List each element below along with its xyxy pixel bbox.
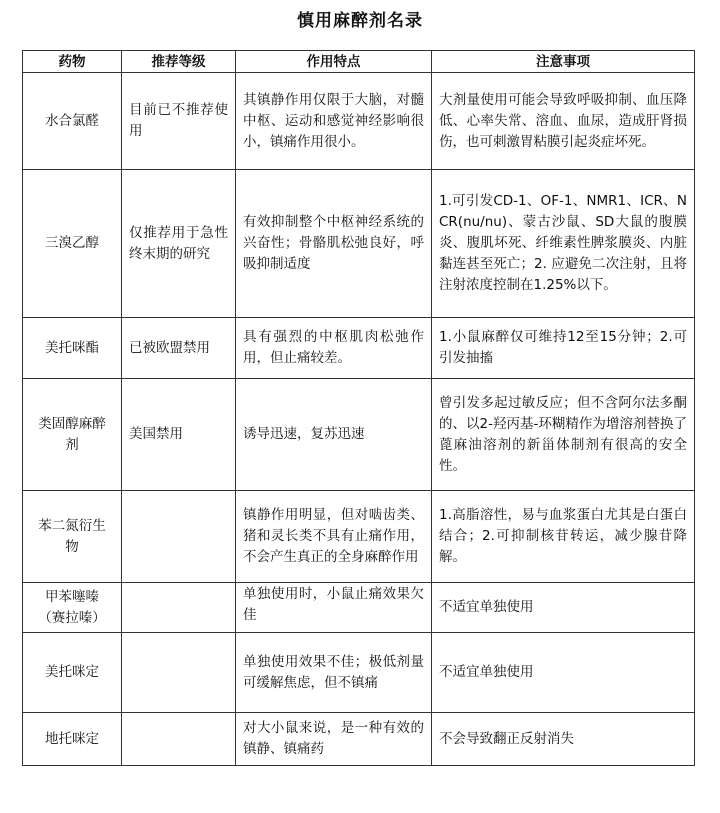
table-row xyxy=(23,713,695,766)
grade-cell xyxy=(122,713,236,766)
drug-name: 苯二氮衍生物 xyxy=(38,517,106,555)
grade-text: 仅推荐用于急性终末期的研究 xyxy=(129,224,228,262)
notes-text: 1.高脂溶性，易与血浆蛋白尤其是白蛋白结合；2.可抑制核苷转运，减少腺苷降解。 xyxy=(439,507,687,565)
grade-text: 美国禁用 xyxy=(129,426,183,442)
notes-cell xyxy=(432,491,695,583)
notes-cell xyxy=(432,170,695,318)
notes-text: 1.小鼠麻醉仅可维持12至15分钟；2.可引发抽搐 xyxy=(439,329,687,366)
notes-cell xyxy=(432,713,695,766)
grade-cell xyxy=(122,170,236,318)
drug-cell xyxy=(23,491,122,583)
features-cell xyxy=(236,318,432,379)
notes-cell xyxy=(432,633,695,713)
features-text: 具有强烈的中枢肌肉松弛作用，但止痛较差。 xyxy=(243,329,424,366)
drug-cell xyxy=(23,318,122,379)
drug-name: 地托咪定 xyxy=(45,730,99,747)
table-row xyxy=(23,633,695,713)
features-text: 单独使用效果不佳；极低剂量可缓解焦虑，但不镇痛 xyxy=(243,653,424,691)
grade-cell xyxy=(122,318,236,379)
grade-cell xyxy=(122,633,236,713)
features-text: 单独使用时，小鼠止痛效果欠佳 xyxy=(243,586,424,623)
features-text: 对大小鼠来说，是一种有效的镇静、镇痛药 xyxy=(243,720,424,757)
header-drug: 药物 xyxy=(23,51,122,73)
grade-cell xyxy=(122,491,236,583)
features-cell xyxy=(236,713,432,766)
features-text: 其镇静作用仅限于大脑，对髓中枢、运动和感觉神经影响很小，镇痛作用很小。 xyxy=(243,91,424,150)
drug-name: 水合氯醛 xyxy=(45,112,99,129)
table-row xyxy=(23,491,695,583)
table-row xyxy=(23,379,695,491)
grade-text: 目前已不推荐使用 xyxy=(129,102,228,139)
drug-name: 美托咪酯 xyxy=(45,339,99,356)
grade-cell xyxy=(122,583,236,633)
grade-text: 已被欧盟禁用 xyxy=(129,339,210,356)
notes-text: 曾引发多起过敏反应；但不含阿尔法多酮的、以2-羟丙基-环糊精作为增溶剂替换了蓖麻油溶剂的新甾体制剂有很高的安全性。 xyxy=(439,394,687,474)
notes-cell xyxy=(432,318,695,379)
drug-cell xyxy=(23,633,122,713)
features-cell xyxy=(236,491,432,583)
notes-cell xyxy=(432,583,695,633)
drug-cell xyxy=(23,170,122,318)
features-cell xyxy=(236,379,432,491)
features-text: 有效抑制整个中枢神经系统的兴奋性；骨骼肌松弛良好，呼吸抑制适度 xyxy=(243,214,424,272)
drug-name: 三溴乙醇 xyxy=(45,235,99,251)
drug-cell xyxy=(23,713,122,766)
features-cell xyxy=(236,583,432,633)
drug-cell xyxy=(23,379,122,491)
drug-cell xyxy=(23,583,122,633)
features-cell xyxy=(236,73,432,170)
document-title: 慎用麻醉剂名录 xyxy=(297,11,423,31)
features-text: 诱导迅速，复苏迅速 xyxy=(243,426,365,442)
header-notes: 注意事项 xyxy=(432,51,695,73)
notes-cell xyxy=(432,379,695,491)
grade-cell xyxy=(122,73,236,170)
drug-name: 美托咪定 xyxy=(45,664,99,680)
grade-cell xyxy=(122,379,236,491)
table-row xyxy=(23,318,695,379)
drug-name: 甲苯噻嗪（赛拉嗪） xyxy=(38,588,106,626)
table-row xyxy=(23,73,695,170)
table-header-row xyxy=(23,51,695,73)
notes-text: 不会导致翻正反射消失 xyxy=(439,730,574,747)
table-row xyxy=(23,583,695,633)
header-features: 作用特点 xyxy=(236,51,432,73)
drug-name: 类固醇麻醉剂 xyxy=(38,415,106,453)
drug-cell xyxy=(23,73,122,170)
header-grade: 推荐等级 xyxy=(122,51,236,73)
features-cell xyxy=(236,633,432,713)
notes-text: 不适宜单独使用 xyxy=(439,664,534,680)
table-row xyxy=(23,170,695,318)
notes-cell xyxy=(432,73,695,170)
features-cell xyxy=(236,170,432,318)
anesthetic-table xyxy=(22,50,695,766)
notes-text: 大剂量使用可能会导致呼吸抑制、血压降低、心率失常、溶血、血尿，造成肝肾损伤，也可刺激胃粘膜引起炎症坏死。 xyxy=(439,91,687,150)
notes-text: 1.可引发CD-1、OF-1、NMR1、ICR、NCR(nu/nu)、蒙古沙鼠、SD大鼠的腹膜炎、腹肌坏死、纤维素性脾浆膜炎、内脏黏连甚至死亡；2. 应避免二次注射，且将注射浓度控制在1.25%以下。 xyxy=(439,193,687,293)
features-text: 镇静作用明显，但对啮齿类、猪和灵长类不具有止痛作用，不会产生真正的全身麻醉作用 xyxy=(243,507,424,565)
notes-text: 不适宜单独使用 xyxy=(439,599,534,615)
